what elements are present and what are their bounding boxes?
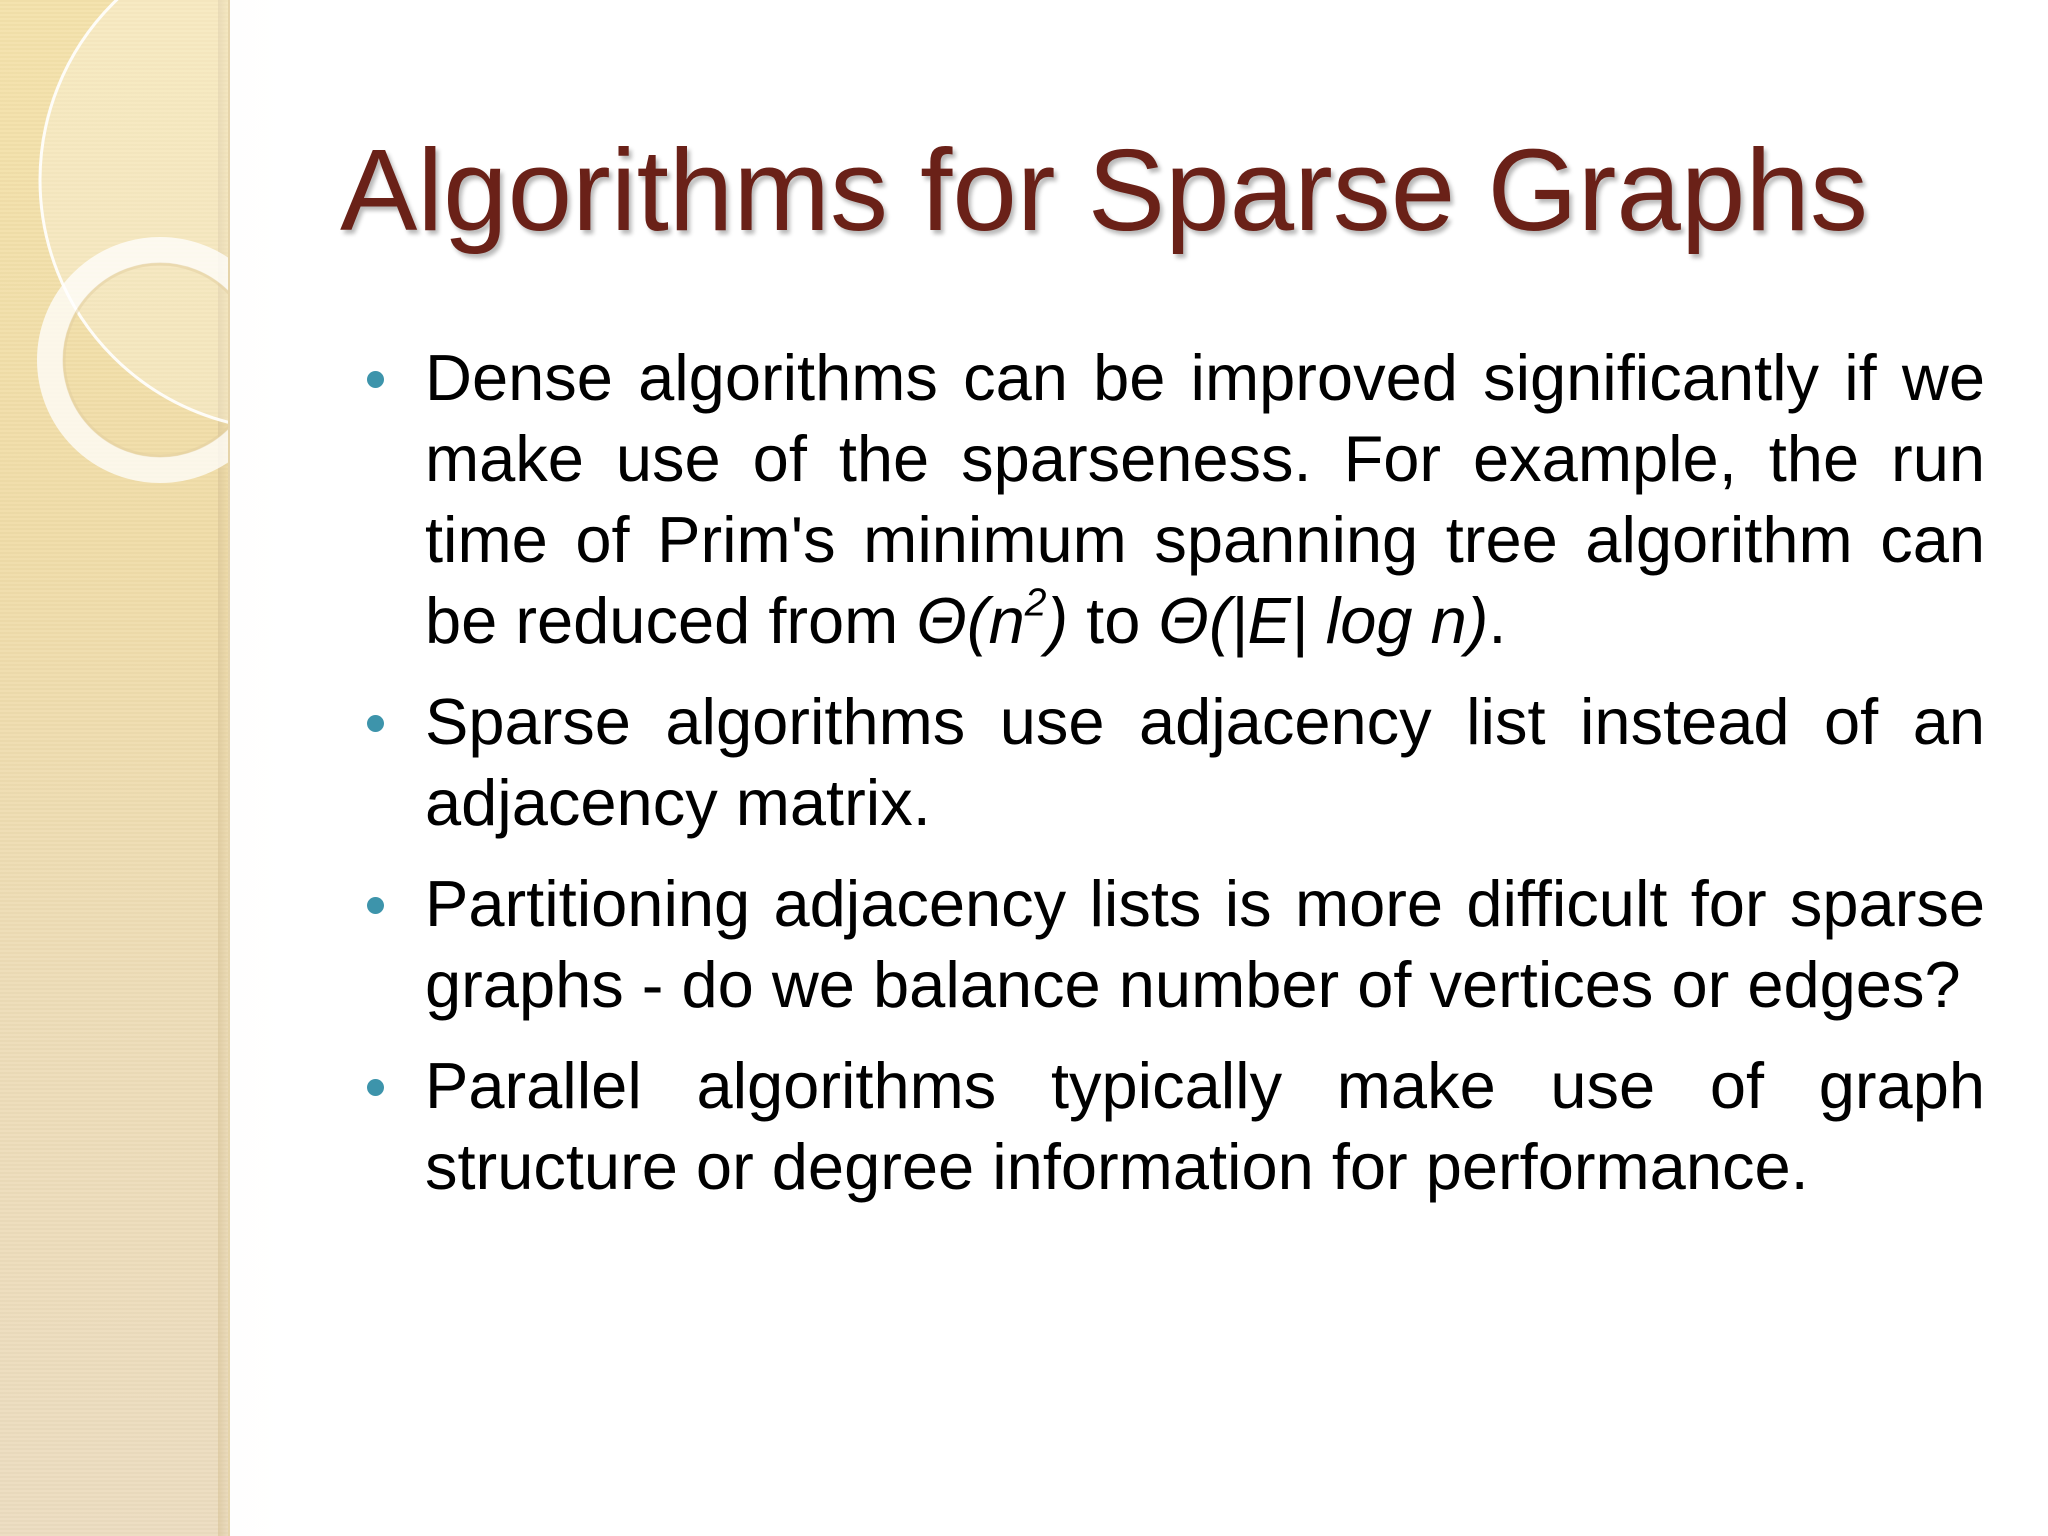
bullet-item-partitioning <box>345 863 1985 1025</box>
math-superscript: 2 <box>1024 581 1047 625</box>
bullet-text: Parallel algorithms typically make use of graph structure or degree information for performance. <box>425 1049 1985 1203</box>
bullet-dot-icon <box>367 715 384 732</box>
bullet-list <box>345 337 1985 1227</box>
bullet-text: Partitioning adjacency lists is more difficult for sparse graphs - do we balance number of vertices or edges? <box>425 867 1985 1021</box>
math-base: Θ(n <box>916 584 1025 657</box>
math-close: ) <box>1046 584 1069 657</box>
bullet-item-sparse-algorithms <box>345 681 1985 843</box>
bullet-item-parallel-algorithms <box>345 1045 1985 1207</box>
bullet-text-part: to <box>1068 584 1159 657</box>
bullet-text-part: . <box>1488 584 1507 657</box>
bullet-text: Sparse algorithms use adjacency list instead of an adjacency matrix. <box>425 685 1985 839</box>
math-theta-n-squared <box>916 581 1069 657</box>
bullet-text-part: Dense algorithms can be improved significantly if we make use of the sparseness. For example, the run time of Prim's minimum spanning tree algorithm can be reduced from <box>425 341 1985 657</box>
bullet-dot-icon <box>367 1079 384 1096</box>
decor-circles <box>0 0 228 520</box>
bullet-dot-icon <box>367 897 384 914</box>
bullet-item-dense-algorithms <box>345 337 1985 661</box>
slide-title: Algorithms for Sparse Graphs <box>340 125 1868 255</box>
bullet-dot-icon <box>367 371 384 388</box>
math-theta-e-log-n: Θ(|E| log n) <box>1158 584 1489 657</box>
